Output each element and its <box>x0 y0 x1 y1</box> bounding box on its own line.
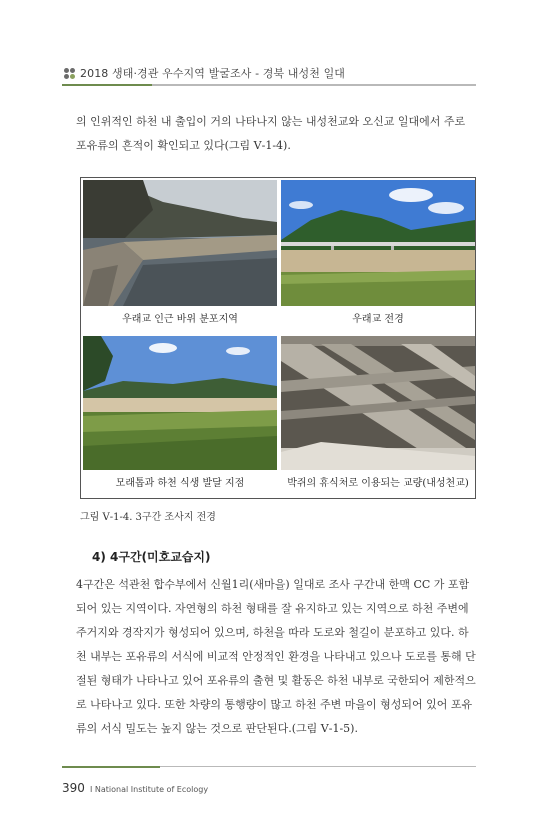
photo-figure <box>80 177 476 499</box>
photo-caption-3: 모래톱과 하천 식생 발달 지점 <box>115 478 245 489</box>
photo-rocky-riverbank <box>83 180 277 306</box>
photo-sandbar-vegetation <box>83 336 277 470</box>
photo-bridge-underside <box>281 336 475 470</box>
page-footer <box>62 777 208 796</box>
photo-bridge-overview <box>281 180 475 306</box>
body-paragraph-2: 4구간은 석관천 합수부에서 신월1리(새마을) 일대로 조사 구간내 한맥 CC 가 포함되어 있는 지역이다. 자연형의 하천 형태를 잘 유지하고 있는 지역으로 하천 주변에 주거지와 경작지가 형성되어 있으며, 하천을 따라 도로와 철길이 분포하고 있다. 하천 내부는 포유류의 서식에 비교적 안정적인 환경을 나타내고 있으나 도로를 통해 단절된 형태가 나타나고 있어 포유류의 출현 및 활동은 하천 내부로 국한되어 제한적으로 나타나고 있다. 또한 차량의 통행량이 많고 하천 주변 마을이 형성되어 있어 포유류의 서식 밀도는 높지 않는 것으로 판단된다.(그림 Ⅴ-1-5). <box>76 578 476 735</box>
header-divider-accent <box>62 84 152 86</box>
photo-caption-4: 박쥐의 휴식처로 이용되는 교량(내성천교) <box>287 478 469 489</box>
body-paragraph-1: 의 인위적인 하천 내 출입이 거의 나타나지 않는 내성천교와 오신교 일대에서 주로 포유류의 흔적이 확인되고 있다(그림 Ⅴ-1-4). <box>76 115 466 152</box>
footer-divider-accent <box>62 766 160 768</box>
photo-caption-2: 우래교 전경 <box>352 314 404 325</box>
institution-name: I National Institute of Ecology <box>90 785 209 794</box>
page-number: 390 <box>62 781 85 795</box>
photo-caption-1: 우래교 인근 바위 분포지역 <box>122 314 238 325</box>
page-header <box>0 0 556 96</box>
section-heading: 4) 4구간(미호교습지) <box>92 550 211 564</box>
header-title: 2018 생태·경관 우수지역 발굴조사 - 경북 내성천 일대 <box>80 67 346 80</box>
bullet-dots-icon <box>64 68 78 80</box>
figure-caption: 그림 Ⅴ-1-4. 3구간 조사지 전경 <box>80 512 216 523</box>
